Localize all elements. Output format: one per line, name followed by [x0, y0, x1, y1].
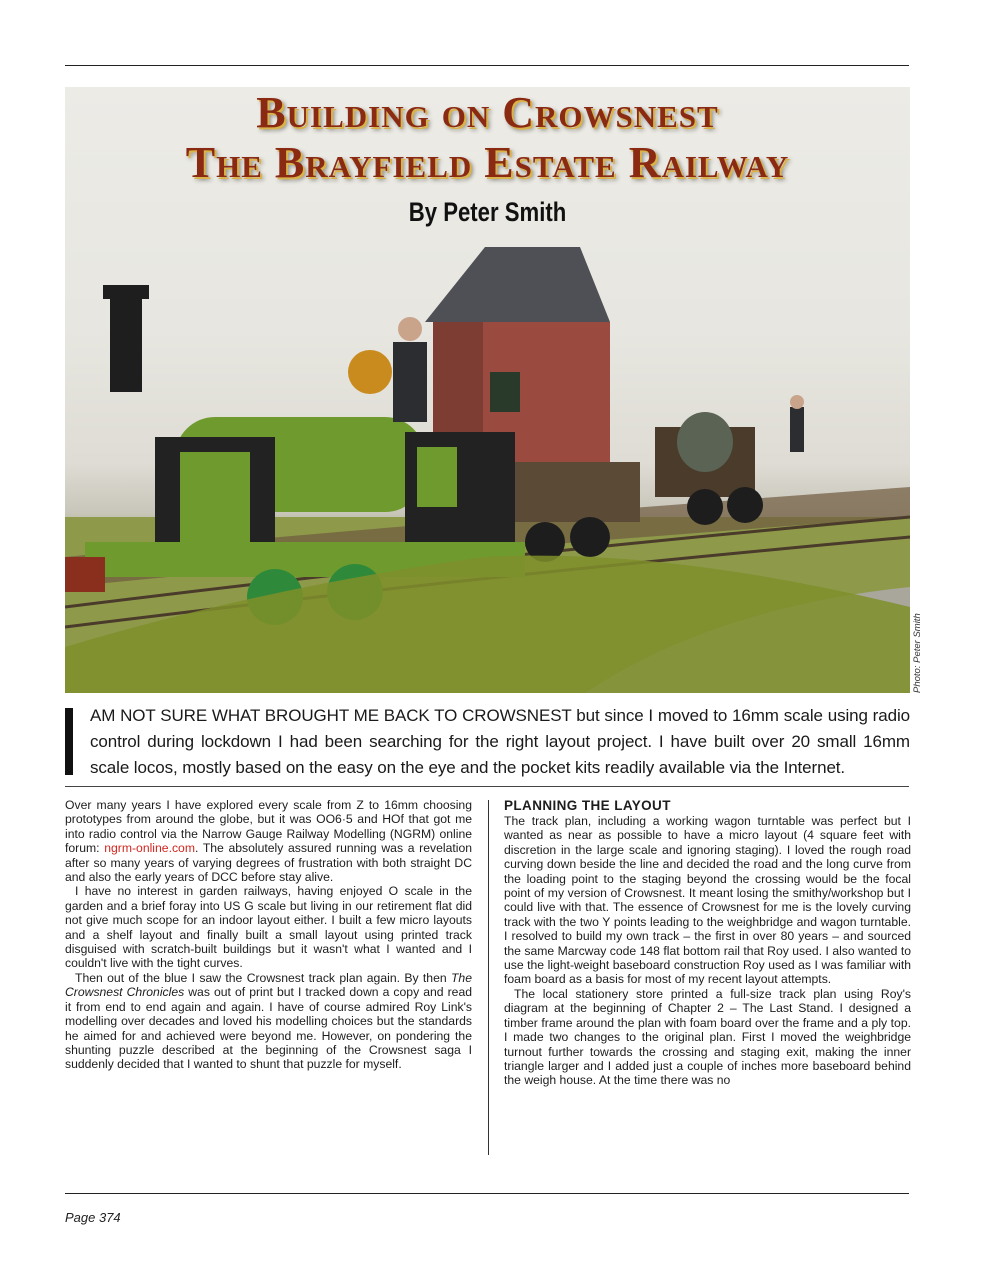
- wagon-wheel: [570, 517, 610, 557]
- book-title: The Crowsnest Chronicles: [65, 970, 472, 1000]
- photo-credit: Photo: Peter Smith: [912, 613, 923, 693]
- loco-chimney-cap: [103, 285, 149, 299]
- figure-distant: [790, 407, 804, 452]
- right-column: [504, 798, 911, 1088]
- intro-paragraph: AM NOT SURE WHAT BROUGHT ME BACK TO CROWSNEST but since I moved to 16mm scale using radio control during lockdown I had been searching for the right layout project. I have built over 20 small 16mm scale locos, mostly based on the easy on the eye and the pocket kits readily available via the Internet.: [90, 706, 910, 777]
- author-byline: By Peter Smith: [408, 197, 567, 227]
- building-roof: [425, 247, 610, 322]
- body-paragraph: [65, 971, 472, 1072]
- body-paragraph: The local stationery store printed a full-size track plan using Roy's diagram at the beginning of Chapter 2 – The Last Stand. I designed a timber frame around the plan with foam board over the frame and a ply top. I made two changes to the original plan. First I moved the weighbridge turnout further towards the crossing and staging exit, making the inner triangle larger and I added just a couple of inches more baseboard behind the weigh house. At the time there was no: [504, 986, 911, 1088]
- figure-distant-head: [790, 395, 804, 409]
- body-text: Over many years I have explored every scale from Z to 16mm choosing prototypes from around the globe, but it was OO6·5 and HOf that got me into radio control via the Narrow Gauge Railway Modelling (NGRM) online forum:: [65, 798, 472, 856]
- body-text: . The absolutely assured running was a revelation after so many years of varying degrees of frustration with both straight DC and also the early years of DCC before stay alive.: [65, 841, 472, 885]
- page-number: Page 374: [65, 1210, 121, 1225]
- loco-buffer-beam: [65, 557, 105, 592]
- loco-cab-panel: [417, 447, 457, 507]
- body-text: was out of print but I tracked down a copy and read it from end to end again and again. I have of course admired Roy Link's modelling over decades and loved his modelling choices but the standards he aimed for and achieved were beyond me. However, on pondering the shunting puzzle described at the beginning of the Crowsnest saga I suddenly decided that I wanted to shunt that puzzle for myself.: [65, 985, 472, 1072]
- wagon-wheel: [687, 489, 723, 525]
- wagon-1: [510, 462, 640, 522]
- article-title-line-1: Building on Crowsnest: [256, 88, 719, 137]
- bottom-rule: [65, 1193, 909, 1194]
- loco-chimney: [110, 292, 142, 392]
- figure-driver-head: [398, 317, 422, 341]
- body-paragraph: I have no interest in garden railways, having enjoyed O scale in the garden and a brief foray into US G scale but living in our retirement flat did not give much scope for an indoor layout either. I built a few micro layouts and a shelf layout and finally built a small layout using printed track disguised with scratch-built buildings but it wasn't what I wanted and I couldn't live with the tight curves.: [65, 884, 472, 971]
- body-text: Then out of the blue I saw the Crowsnest track plan again. By then: [75, 970, 451, 985]
- top-rule: [65, 65, 909, 66]
- body-paragraph: The track plan, including a working wagon turntable was perfect but I wanted as near as possible to have a micro layout (4 square feet with discretion in the large scale and ignoring staging). I loved the rough road curving down beside the line and decided the road and the long curve from the loading point to the staging beyond the crossing would be the focal point of my version of Crowsnest. It meant losing the smithy/workshop but I could live with that. The essence of Crowsnest for me is the lovely curving track with the two Y points leading to the weighbridge and wagon turntable. I resolved to build my own track – the first in over 80 years – and sourced the same Marcway code 148 flat bottom rail that Roy used. I also wanted to use the light-weight baseboard construction Roy used as I was familiar with foam board as a basis for most of my recent layout attempts.: [504, 814, 911, 987]
- section-heading: PLANNING THE LAYOUT: [504, 798, 671, 813]
- column-divider: [488, 800, 489, 1155]
- ngrm-link[interactable]: ngrm-online.com: [104, 841, 195, 856]
- building-window: [490, 372, 520, 412]
- wagon-wheel: [727, 487, 763, 523]
- article-title-line-2: The Brayfield Estate Railway: [185, 138, 790, 187]
- loco-side-panel: [180, 452, 250, 542]
- body-paragraph: [65, 798, 472, 884]
- sacks: [677, 412, 733, 472]
- figure-driver: [393, 342, 427, 422]
- drop-cap-bar: [65, 708, 73, 775]
- loco-brass-dome: [348, 350, 392, 394]
- left-column: [65, 798, 472, 1072]
- hero-photo: [65, 87, 910, 693]
- section-rule: [65, 786, 909, 787]
